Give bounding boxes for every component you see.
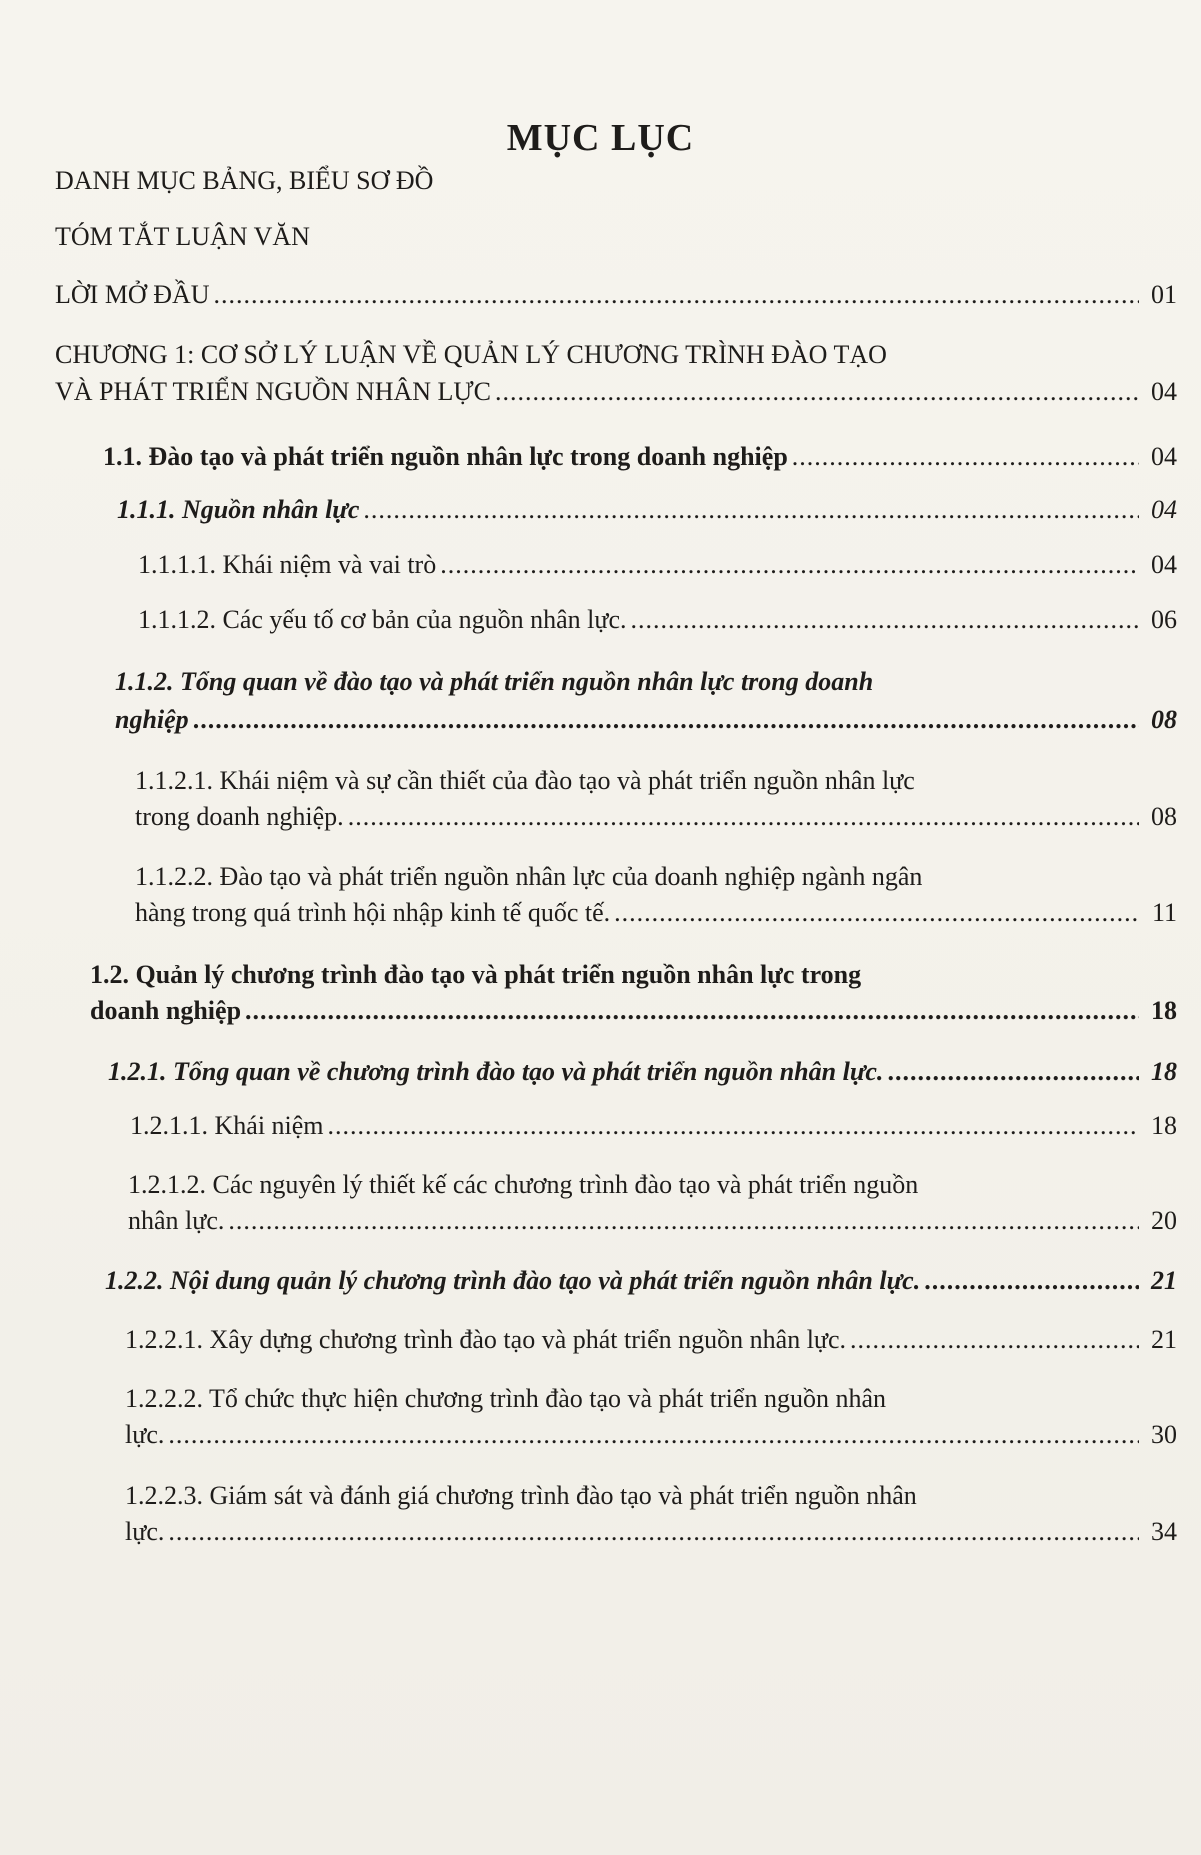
toc-entry-label-line1: 1.2. Quản lý chương trình đào tạo và phát triển nguồn nhân lực trong bbox=[90, 960, 862, 989]
toc-page-number: 04 bbox=[1151, 495, 1177, 524]
dot-leader bbox=[168, 1517, 1139, 1547]
dot-leader bbox=[850, 1325, 1139, 1355]
toc-entry-label: 1.1.1.1. Khái niệm và vai trò bbox=[138, 550, 437, 579]
toc-entry-1-2-2-2 bbox=[125, 1384, 1177, 1450]
toc-page-number: 18 bbox=[1151, 1057, 1177, 1086]
toc-entry-1-2-1-1 bbox=[130, 1111, 1177, 1141]
toc-page-number: 04 bbox=[1151, 442, 1177, 471]
toc-page-number: 08 bbox=[1151, 802, 1177, 831]
toc-entry-1-2-1-2 bbox=[128, 1170, 1177, 1236]
dot-leader bbox=[168, 1420, 1139, 1450]
toc-entry-label: 1.2.1. Tổng quan về chương trình đào tạo và phát triển nguồn nhân lực. bbox=[108, 1057, 884, 1086]
toc-entry-label: LỜI MỞ ĐẦU bbox=[55, 280, 210, 309]
toc-entry-label-line1: 1.2.2.2. Tổ chức thực hiện chương trình đào tạo và phát triển nguồn nhân bbox=[125, 1384, 886, 1413]
toc-entry-1-2-2-1 bbox=[125, 1325, 1177, 1355]
toc-entry-label: trong doanh nghiệp. bbox=[135, 802, 344, 831]
toc-page-number: 30 bbox=[1151, 1420, 1177, 1449]
toc-entry-1-1-2-2 bbox=[135, 862, 1177, 928]
toc-entry-1-1-1-2 bbox=[138, 605, 1177, 635]
toc-entry-label-line1: 1.2.1.2. Các nguyên lý thiết kế các chương trình đào tạo và phát triển nguồn bbox=[128, 1170, 919, 1199]
toc-page-number: 08 bbox=[1151, 705, 1177, 734]
toc-entry-label: 1.1.1. Nguồn nhân lực bbox=[117, 495, 360, 524]
toc-entry-label-line1: 1.1.2.2. Đào tạo và phát triển nguồn nhân lực của doanh nghiệp ngành ngân bbox=[135, 862, 923, 891]
toc-page-number: 06 bbox=[1151, 605, 1177, 634]
toc-entry-label: lực. bbox=[125, 1517, 165, 1546]
toc-entry-label: 1.2.1.1. Khái niệm bbox=[130, 1111, 324, 1140]
toc-entry-label: TÓM TẮT LUẬN VĂN bbox=[55, 222, 310, 251]
toc-entry-1-1-2 bbox=[115, 667, 1177, 735]
toc-entry-label-line1: CHƯƠNG 1: CƠ SỞ LÝ LUẬN VỀ QUẢN LÝ CHƯƠNG TRÌNH ĐÀO TẠO bbox=[55, 340, 887, 369]
toc-entry-label: 1.2.2.1. Xây dựng chương trình đào tạo và phát triển nguồn nhân lực. bbox=[125, 1325, 847, 1354]
toc-entry-label-line1: 1.1.2. Tổng quan về đào tạo và phát triển nguồn nhân lực trong doanh bbox=[115, 667, 874, 696]
dot-leader bbox=[193, 705, 1139, 735]
toc-page-number: 34 bbox=[1151, 1517, 1177, 1546]
dot-leader bbox=[495, 377, 1139, 407]
toc-entry-label: lực. bbox=[125, 1420, 165, 1449]
toc-entry-chapter-1 bbox=[55, 340, 1177, 407]
dot-leader bbox=[348, 802, 1139, 832]
toc-entry-introduction bbox=[55, 280, 1177, 310]
toc-entry-label: DANH MỤC BẢNG, BIỂU SƠ ĐỒ bbox=[55, 166, 434, 195]
dot-leader bbox=[924, 1266, 1139, 1296]
dot-leader bbox=[328, 1111, 1139, 1141]
toc-entry-label-line1: 1.1.2.1. Khái niệm và sự cần thiết của đào tạo và phát triển nguồn nhân lực bbox=[135, 766, 915, 795]
dot-leader bbox=[614, 898, 1139, 928]
toc-entry-1-1-1 bbox=[117, 495, 1177, 525]
toc-page-number: 11 bbox=[1151, 898, 1177, 927]
toc-page-number: 04 bbox=[1151, 550, 1177, 579]
toc-entry-label: doanh nghiệp bbox=[90, 996, 242, 1025]
toc-entry-1-2 bbox=[90, 960, 1177, 1026]
page-title: MỤC LỤC bbox=[506, 117, 695, 159]
toc-entry-label: 1.2.2. Nội dung quản lý chương trình đào tạo và phát triển nguồn nhân lực. bbox=[105, 1266, 921, 1295]
toc-page-number: 21 bbox=[1151, 1266, 1177, 1295]
dot-leader bbox=[228, 1206, 1139, 1236]
dot-leader bbox=[631, 605, 1140, 635]
toc-entry-1-2-1 bbox=[108, 1057, 1177, 1087]
toc-entry-label: hàng trong quá trình hội nhập kinh tế quốc tế. bbox=[135, 898, 611, 927]
toc-entry-label: 1.1. Đào tạo và phát triển nguồn nhân lực trong doanh nghiệp bbox=[103, 442, 788, 471]
toc-page-number: 18 bbox=[1151, 1111, 1177, 1140]
dot-leader bbox=[245, 996, 1139, 1026]
dot-leader bbox=[887, 1057, 1139, 1087]
toc-entry-1-2-2-3 bbox=[125, 1481, 1177, 1547]
toc-entry-1-1-2-1 bbox=[135, 766, 1177, 832]
toc-entry-label: nhân lực. bbox=[128, 1206, 225, 1235]
dot-leader bbox=[363, 495, 1139, 525]
toc-entry-summary bbox=[55, 222, 1165, 252]
toc-entry-label: 1.1.1.2. Các yếu tố cơ bản của nguồn nhân lực. bbox=[138, 605, 627, 634]
toc-page-number: 04 bbox=[1151, 377, 1177, 406]
toc-entry-label: VÀ PHÁT TRIỂN NGUỒN NHÂN LỰC bbox=[55, 377, 491, 406]
toc-entry-list-of-tables bbox=[55, 166, 1165, 196]
toc-entry-label-line1: 1.2.2.3. Giám sát và đánh giá chương trình đào tạo và phát triển nguồn nhân bbox=[125, 1481, 917, 1510]
toc-page-number: 18 bbox=[1151, 996, 1177, 1025]
toc-entry-1-1 bbox=[103, 442, 1177, 472]
toc-page-number: 01 bbox=[1151, 280, 1177, 309]
dot-leader bbox=[214, 280, 1139, 310]
dot-leader bbox=[792, 442, 1139, 472]
toc-page-number: 21 bbox=[1151, 1325, 1177, 1354]
toc-entry-1-2-2 bbox=[105, 1266, 1177, 1296]
dot-leader bbox=[440, 550, 1139, 580]
toc-entry-label: nghiệp bbox=[115, 705, 189, 734]
toc-entry-1-1-1-1 bbox=[138, 550, 1177, 580]
toc-page-number: 20 bbox=[1151, 1206, 1177, 1235]
